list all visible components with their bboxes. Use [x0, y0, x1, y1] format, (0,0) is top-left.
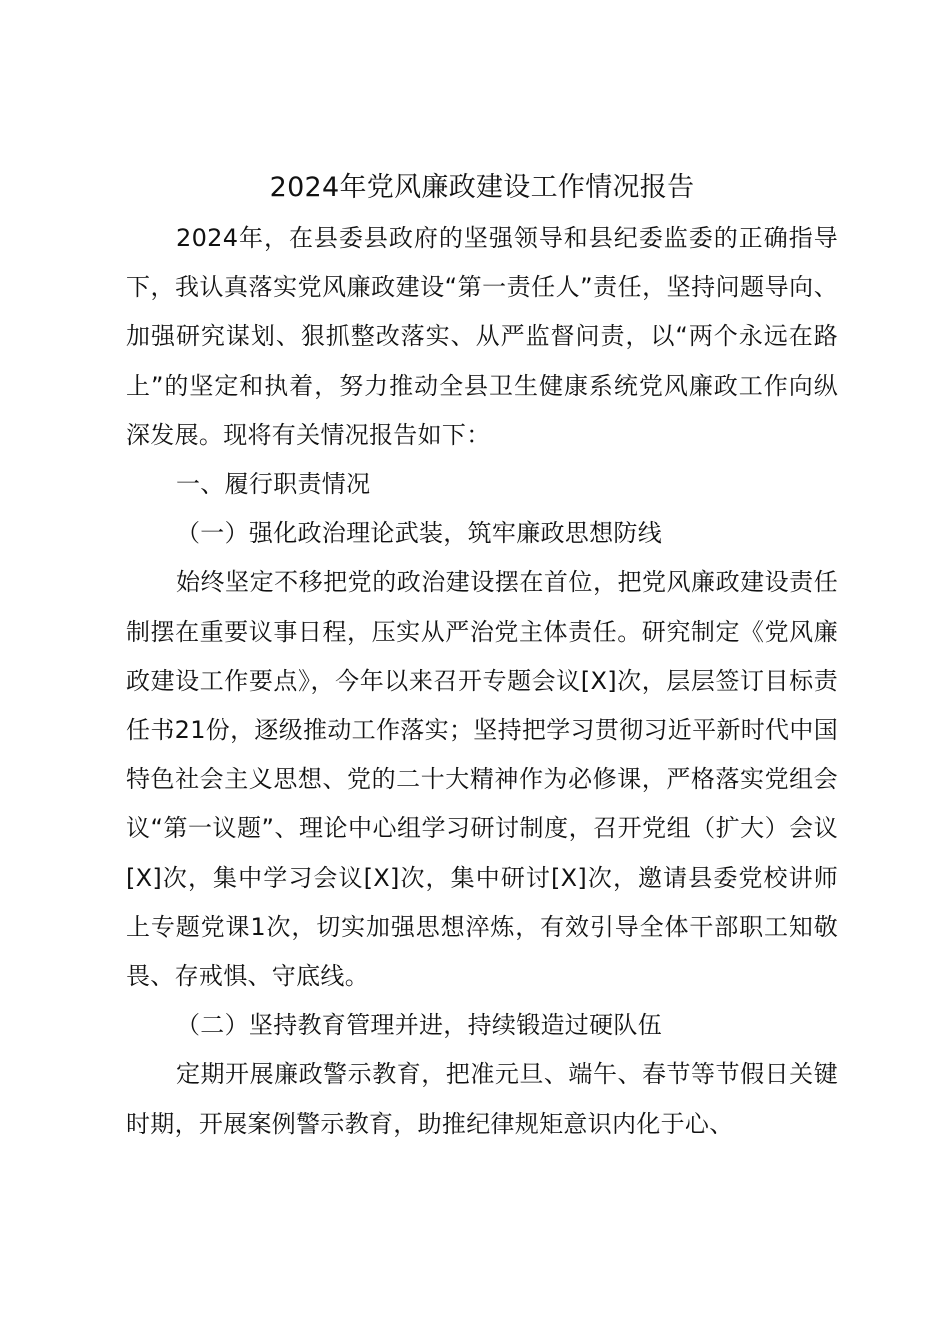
section-heading-1: 一、履行职责情况: [176, 470, 371, 499]
body-paragraph-2: 定期开展廉政警示教育，把准元旦、端午、春节等节假日关键时期，开展案例警示教育，助推纪律规矩意识内化于心、: [126, 1060, 838, 1138]
document-title: 2024年党风廉政建设工作情况报告: [269, 172, 695, 203]
subsection-heading-2: （二）坚持教育管理并进，持续锻造过硬队伍: [176, 1011, 662, 1040]
body-paragraph-1: 始终坚定不移把党的政治建设摆在首位，把党风廉政建设责任制摆在重要议事日程，压实从严治党主体责任。研究制定《党风廉政建设工作要点》，今年以来召开专题会议[X]次，层层签订目标责任书21份，逐级推动工作落实；坚持把学习贯彻习近平新时代中国特色社会主义思想、党的二十大精神作为必修课，严格落实党组会议“第一议题”、理论中心组学习研讨制度，召开党组（扩大）会议[X]次，集中学习会议[X]次，集中研讨[X]次，邀请县委党校讲师上专题党课1次，切实加强思想淬炼，有效引导全体干部职工知敬畏、存戒惧、守底线。: [126, 568, 838, 991]
document-body: [126, 162, 838, 1149]
intro-paragraph: 2024年，在县委县政府的坚强领导和县纪委监委的正确指导下，我认真落实党风廉政建设“第一责任人”责任，坚持问题导向、加强研究谋划、狠抓整改落实、从严监督问责，以“两个永远在路上”的坚定和执着，努力推动全县卫生健康系统党风廉政工作向纵深发展。现将有关情况报告如下：: [126, 224, 838, 449]
subsection-heading-1: （一）强化政治理论武装，筑牢廉政思想防线: [176, 519, 662, 548]
